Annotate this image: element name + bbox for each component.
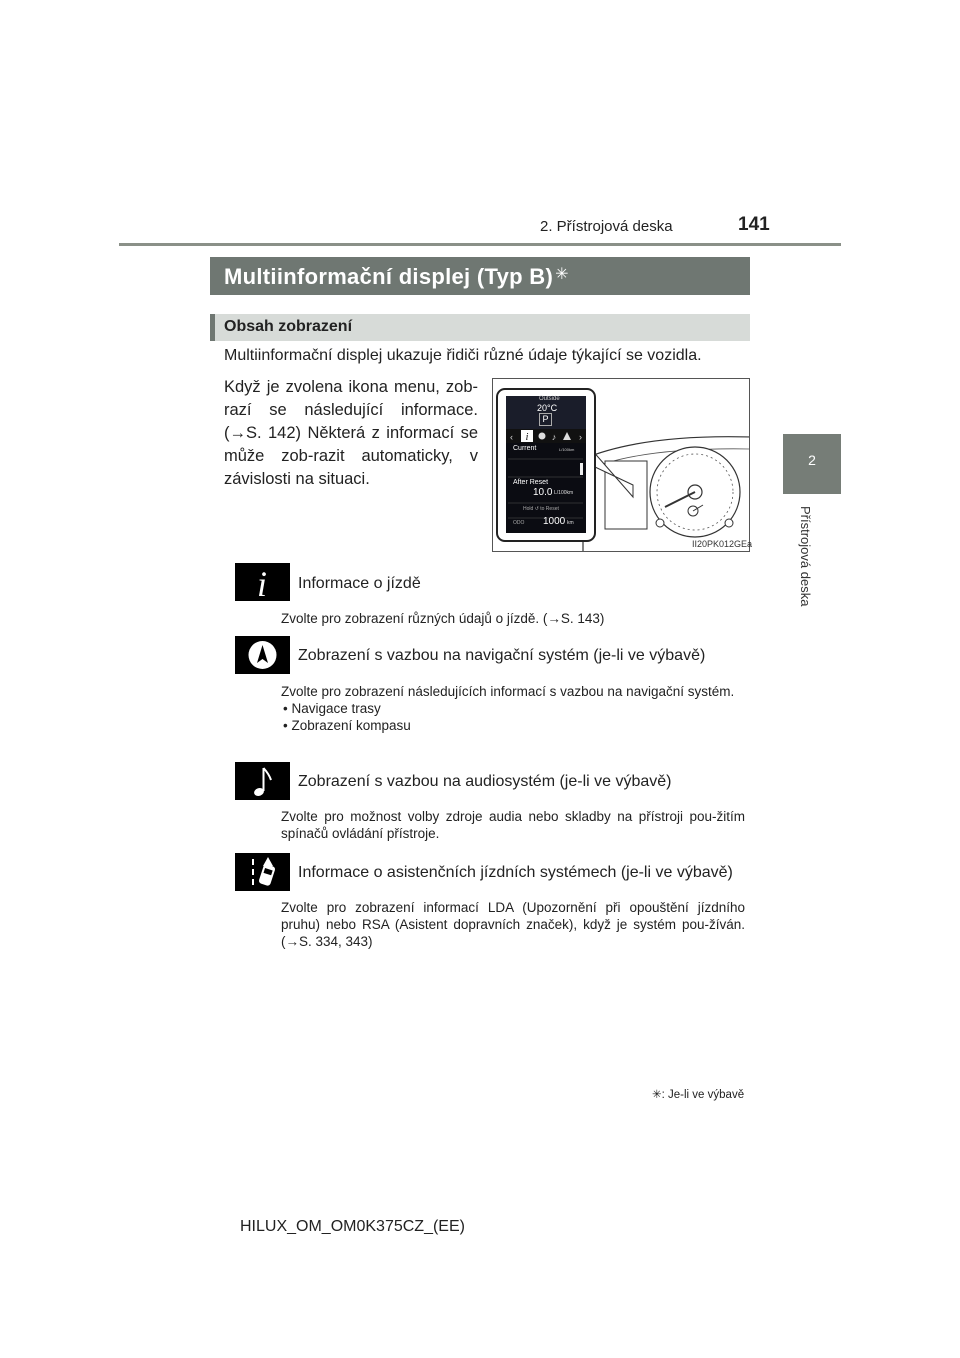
page-number: 141 bbox=[738, 214, 770, 235]
bullet-text: Navigace trasy bbox=[291, 701, 381, 716]
music-note-icon bbox=[235, 762, 290, 800]
item-desc-trip-info: Zvolte pro zobrazení různých údajů o jízdě. (→S. 143) bbox=[281, 611, 605, 626]
item-title-audio: Zobrazení s vazbou na audiosystém (je-li ve výbavě) bbox=[298, 773, 672, 790]
chapter-number: 2 bbox=[808, 452, 816, 468]
footnote: ✳: Je-li ve výbavě bbox=[652, 1089, 745, 1101]
menu-note-text: Když je zvolena ikona menu, zob-razí se následující informace. (→S. 142) Některá z informací se může zob-razit automaticky, v závislosti na situaci. bbox=[224, 378, 478, 488]
instrument-cluster-illustration bbox=[492, 378, 753, 552]
intro-text: Multiinformační displej ukazuje řidiči různé údaje týkající se vozidla. bbox=[224, 347, 702, 364]
list-item: • Navigace trasy bbox=[283, 701, 381, 716]
optional-equipment-marker: ✳ bbox=[555, 266, 569, 283]
running-header-section: 2. Přístrojová deska bbox=[540, 218, 673, 235]
screen-odo-value: 1000 bbox=[543, 516, 566, 527]
screen-after-reset-value: 10.0 bbox=[533, 487, 553, 498]
section-title bbox=[224, 264, 569, 290]
item-title-driving-assist: Informace o asistenčních jízdních systémech (je-li ve výbavě) bbox=[298, 864, 733, 881]
svg-text:♪: ♪ bbox=[551, 432, 557, 442]
driving-assist-icon bbox=[235, 853, 290, 891]
document-code: HILUX_OM_OM0K375CZ_(EE) bbox=[240, 1218, 465, 1235]
screen-current-unit: L/100km bbox=[559, 447, 575, 452]
chapter-label: Přístrojová deska bbox=[798, 506, 813, 607]
cluster-drawing bbox=[493, 379, 753, 552]
subheading-bar bbox=[210, 314, 750, 341]
item-desc-driving-assist: Zvolte pro zobrazení informací LDA (Upozornění při opouštění jízdního pruhu) nebo RSA (Asistent dopravních značek), když je systém pou-žíván. (→S. 334, 343) bbox=[281, 900, 745, 949]
screen-after-reset-unit: L/100km bbox=[554, 490, 574, 496]
screen-outside-label: Outside bbox=[539, 396, 560, 402]
screen-odo-unit: km bbox=[567, 520, 574, 526]
screen-hold-text: Hold ↺ to Reset bbox=[523, 506, 559, 512]
item-desc-navigation bbox=[281, 683, 745, 734]
info-icon bbox=[235, 563, 290, 601]
screen-after-reset-label: After Reset bbox=[513, 479, 549, 486]
screen-odo-label: ODO bbox=[513, 520, 525, 526]
header-rule bbox=[119, 243, 841, 246]
item-title-navigation: Zobrazení s vazbou na navigační systém (je-li ve výbavě) bbox=[298, 647, 706, 664]
chapter-tab bbox=[783, 434, 841, 494]
svg-text:i: i bbox=[256, 564, 268, 601]
bullet-text: Zobrazení kompasu bbox=[291, 718, 411, 733]
screen-temperature: 20°C bbox=[537, 403, 558, 413]
section-title-bar bbox=[210, 257, 750, 295]
subheading: Obsah zobrazení bbox=[224, 318, 353, 335]
list-item: • Zobrazení kompasu bbox=[283, 718, 411, 733]
item-title-trip-info: Informace o jízdě bbox=[298, 575, 421, 592]
svg-text:›: › bbox=[579, 432, 582, 442]
section-title-text: Multiinformační displej (Typ B) bbox=[224, 264, 554, 289]
illustration-code: II20PK012GEa bbox=[692, 539, 753, 549]
screen-current-label: Current bbox=[513, 445, 537, 452]
item-desc-audio: Zvolte pro možnost volby zdroje audia nebo skladby na přístroji pou-žitím spínačů ovládání přístroje. bbox=[281, 809, 745, 841]
subheading-accent bbox=[210, 314, 215, 341]
screen-gear: P bbox=[539, 413, 552, 426]
item-desc-navigation-text: Zvolte pro zobrazení následujících informací s vazbou na navigační systém. bbox=[281, 684, 735, 699]
svg-text:i: i bbox=[525, 432, 529, 443]
navigation-icon bbox=[235, 636, 290, 674]
svg-text:‹: ‹ bbox=[510, 432, 513, 442]
